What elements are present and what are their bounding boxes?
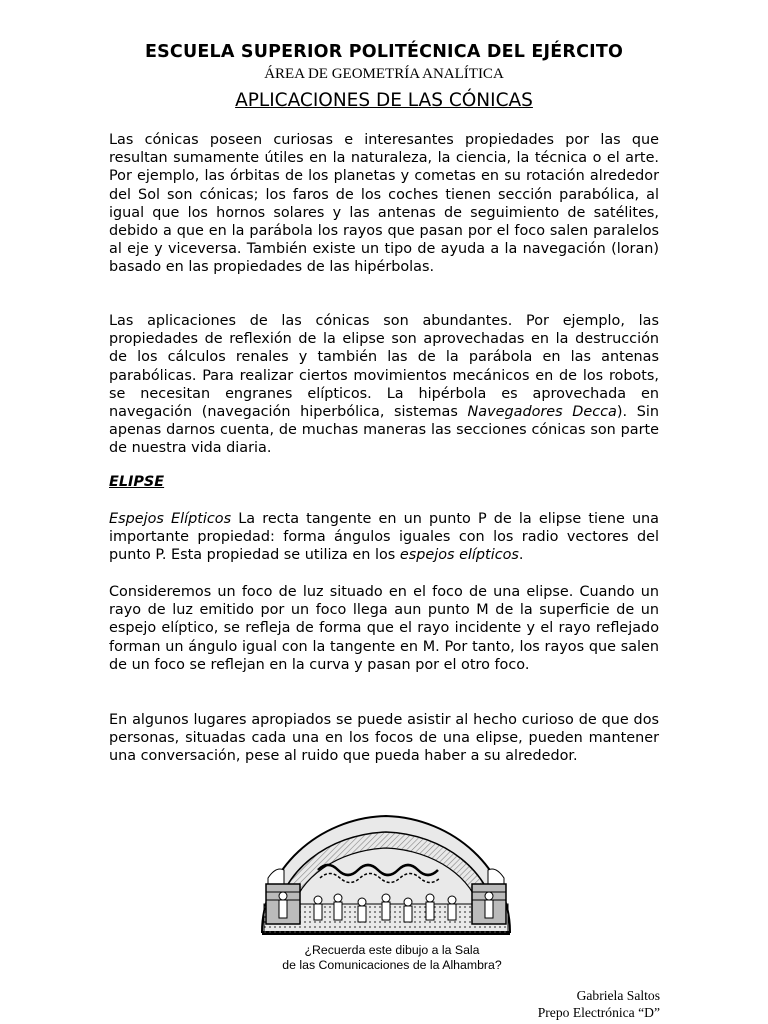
figure-caption-line-2: de las Comunicaciones de la Alhambra? bbox=[282, 958, 502, 972]
figure-caption-line-1: ¿Recuerda este dibujo a la Sala bbox=[304, 943, 480, 957]
p3-italic-lead: Espejos Elípticos bbox=[109, 511, 232, 527]
section-heading-ellipse: ELIPSE bbox=[109, 474, 165, 490]
p3-text-b: . bbox=[518, 547, 524, 564]
subject-area: ÁREA DE GEOMETRÍA ANALÍTICA bbox=[264, 66, 504, 82]
p3-italic-term: espejos elípticos bbox=[399, 547, 519, 564]
author-name: Gabriela Saltos bbox=[576, 988, 660, 1003]
whispering-gallery-illustration bbox=[258, 800, 514, 942]
p2-text-b: ). Sin apenas darnos cuenta, de muchas maneras las secciones cónicas son parte de nuestra vida diaria. bbox=[109, 404, 659, 457]
author-course: Prepo Electrónica “D” bbox=[537, 1005, 660, 1020]
school-name: ESCUELA SUPERIOR POLITÉCNICA DEL EJÉRCITO bbox=[144, 42, 624, 62]
p2-italic-term: Navegadores Decca bbox=[467, 404, 617, 421]
ellipse-paragraph-2: Consideremos un foco de luz situado en el foco de una elipse. Cuando un rayo de luz emitido por un foco llega aun punto M de la superficie de un espejo elíptico, se refleja de forma que el rayo incidente y el rayo reflejado forman un ángulo igual con la tangente en M. Por tanto, los rayos que salen de un foco se reflejan en la curva y pasan por el otro foco. bbox=[109, 584, 659, 673]
p3-text-a: La recta tangente en un punto P de la elipse tiene una importante propiedad: forma ángulos iguales con los radio vectores del punto P. Esta propiedad se utiliza en los bbox=[109, 511, 660, 564]
p2-text-a: Las aplicaciones de las cónicas son abundantes. Por ejemplo, las propiedades de reflexión de la elipse son aprovechadas en la destrucción de los cálculos renales y también las de la parábola en las antenas parabólicas. Para realizar ciertos movimientos mecánicos en de los robots, se necesitan engranes elípticos. La hipérbola es aprovechada en navegación (navegación hiperbólica, sistemas bbox=[109, 313, 659, 421]
ellipse-paragraph-3: En algunos lugares apropiados se puede asistir al hecho curioso de que dos personas, situadas cada una en los focos de una elipse, pueden mantener una conversación, pese al ruido que pueda haber a su alrededor. bbox=[109, 712, 659, 765]
intro-paragraph-1: Las cónicas poseen curiosas e interesantes propiedades por las que resultan sumamente útiles en la naturaleza, la ciencia, la técnica o el arte. Por ejemplo, las órbitas de los planetas y cometas en su rotación alrededor del Sol son cónicas; los faros de los coches tienen sección parabólica, al igual que los hornos solares y las antenas de seguimiento de satélites, debido a que en la parábola los rayos que pasan por el foco salen paralelos al eje y viceversa. También existe un tipo de ayuda a la navegación (loran) basado en las propiedades de las hipérbolas. bbox=[109, 132, 659, 276]
ellipse-paragraph-1 bbox=[109, 510, 659, 565]
intro-paragraph-2 bbox=[109, 312, 659, 458]
document-title: APLICACIONES DE LAS CÓNICAS bbox=[235, 90, 533, 111]
